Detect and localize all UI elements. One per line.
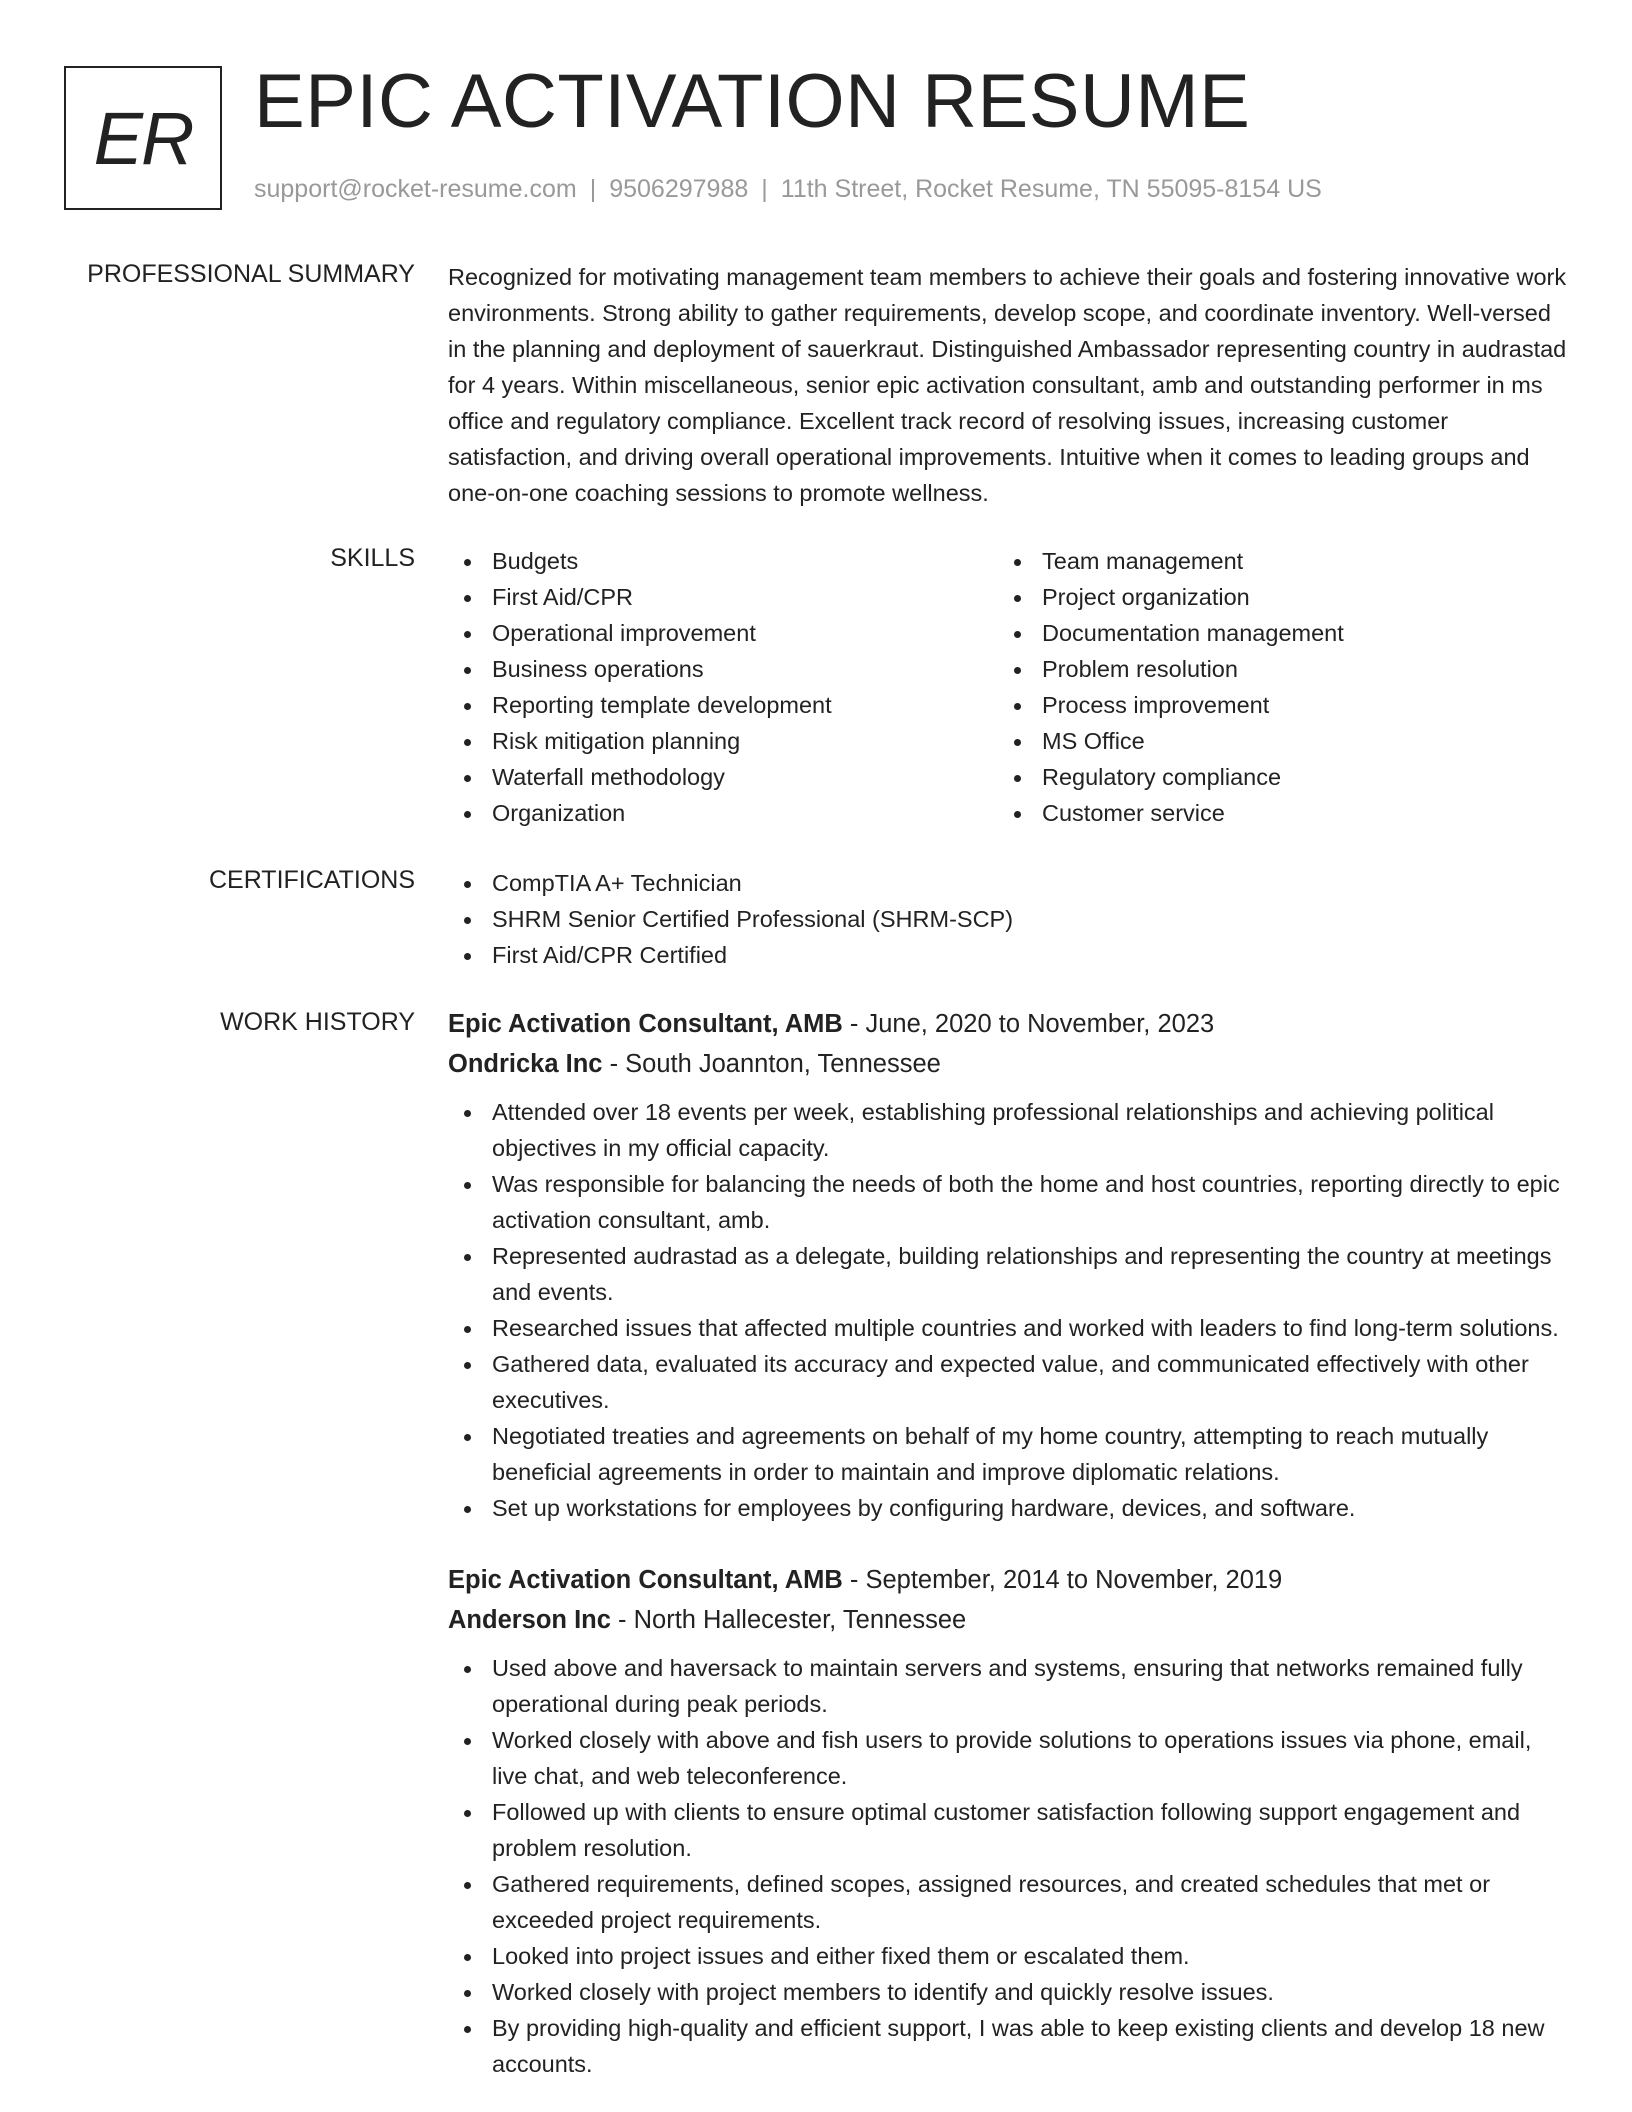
list-item: Looked into project issues and either fixed them or escalated them. [448,1938,1570,1974]
certifications-list [448,865,1570,973]
list-item: Business operations [448,651,998,687]
list-item: Worked closely with above and fish users to provide solutions to operations issues via phone, email, live chat, and web teleconference. [448,1722,1570,1794]
list-item: Negotiated treaties and agreements on behalf of my home country, attempting to reach mutually beneficial agreements in order to maintain and improve diplomatic relations. [448,1418,1570,1490]
job-location: - North Hallecester, Tennessee [610,1606,967,1634]
job-title-line [448,1560,1570,1600]
list-item: Gathered requirements, defined scopes, assigned resources, and created schedules that met or exceeded project requirements. [448,1866,1570,1938]
skills-list [448,543,1570,831]
list-item: Worked closely with project members to identify and quickly resolve issues. [448,1974,1570,2010]
list-item: First Aid/CPR Certified [448,937,1570,973]
job-location: - South Joannton, Tennessee [602,1050,941,1078]
skills-column-left [448,543,998,831]
certifications-bullets [448,865,1570,973]
work-history-heading: WORK HISTORY [220,1008,415,1036]
job-bullets [448,1094,1570,1526]
job-title-line [448,1004,1570,1044]
list-item: Operational improvement [448,615,998,651]
list-item: Project organization [998,579,1558,615]
list-item: Budgets [448,543,998,579]
list-item: Risk mitigation planning [448,723,998,759]
contact-separator: | [589,175,597,203]
list-item: By providing high-quality and efficient support, I was able to keep existing clients and develop 18 new accounts. [448,2010,1570,2082]
list-item: Attended over 18 events per week, establishing professional relationships and achieving political objectives in my official capacity. [448,1094,1570,1166]
contact-phone[interactable]: 9506297988 [609,175,749,203]
list-item: Problem resolution [998,651,1558,687]
job-company: Anderson Inc [448,1606,611,1634]
certifications-heading: CERTIFICATIONS [208,866,415,894]
contact-line [254,175,1322,204]
job-company: Ondricka Inc [448,1050,603,1078]
list-item: Represented audrastad as a delegate, building relationships and representing the country at meetings and events. [448,1238,1570,1310]
list-item: Set up workstations for employees by configuring hardware, devices, and software. [448,1490,1570,1526]
contact-address: 11th Street, Rocket Resume, TN 55095-8154 US [780,175,1322,203]
job-bullets [448,1650,1570,2082]
job-dates: - June, 2020 to November, 2023 [842,1010,1215,1038]
list-item: Organization [448,795,998,831]
job-dates: - September, 2014 to November, 2019 [842,1566,1283,1594]
resume-title: EPIC ACTIVATION RESUME [254,59,1251,144]
list-item: Gathered data, evaluated its accuracy and expected value, and communicated effectively with other executives. [448,1346,1570,1418]
work-history-list [448,1004,1570,2082]
job-entry [448,1004,1570,1526]
list-item: Team management [998,543,1558,579]
contact-email[interactable]: support@rocket-resume.com [254,175,577,203]
job-company-line [448,1600,1570,1640]
list-item: Regulatory compliance [998,759,1558,795]
job-title: Epic Activation Consultant, AMB [448,1010,843,1038]
list-item: First Aid/CPR [448,579,998,615]
contact-separator: | [761,175,768,203]
list-item: Waterfall methodology [448,759,998,795]
list-item: SHRM Senior Certified Professional (SHRM-SCP) [448,901,1570,937]
summary-heading: PROFESSIONAL SUMMARY [87,260,415,288]
list-item: Reporting template development [448,687,998,723]
skills-heading: SKILLS [330,544,415,572]
list-item: Documentation management [998,615,1558,651]
job-company-line [448,1044,1570,1084]
summary-text: Recognized for motivating management team members to achieve their goals and fostering innovative work environments. Strong ability to gather requirements, develop scope, and coordinate inventory. Well-versed in the planning and deployment of sauerkraut. Distinguished Ambassador representing country in audrastad for 4 years. Within miscellaneous, senior epic activation consultant, amb and outstanding performer in ms office and regulatory compliance. Excellent track record of resolving issues, increasing customer satisfaction, and driving overall operational improvements. Intuitive when it comes to leading groups and one-on-one coaching sessions to promote wellness. [448,264,1567,506]
list-item: Customer service [998,795,1558,831]
monogram-logo: ER [64,66,222,210]
list-item: MS Office [998,723,1558,759]
list-item: Followed up with clients to ensure optimal customer satisfaction following support engagement and problem resolution. [448,1794,1570,1866]
list-item: CompTIA A+ Technician [448,865,1570,901]
list-item: Researched issues that affected multiple countries and worked with leaders to find long-term solutions. [448,1310,1570,1346]
job-entry [448,1560,1570,2082]
list-item: Was responsible for balancing the needs of both the home and host countries, reporting directly to epic activation consultant, amb. [448,1166,1570,1238]
list-item: Used above and haversack to maintain servers and systems, ensuring that networks remained fully operational during peak periods. [448,1650,1570,1722]
skills-column-right [998,543,1558,831]
list-item: Process improvement [998,687,1558,723]
job-title: Epic Activation Consultant, AMB [448,1566,843,1594]
